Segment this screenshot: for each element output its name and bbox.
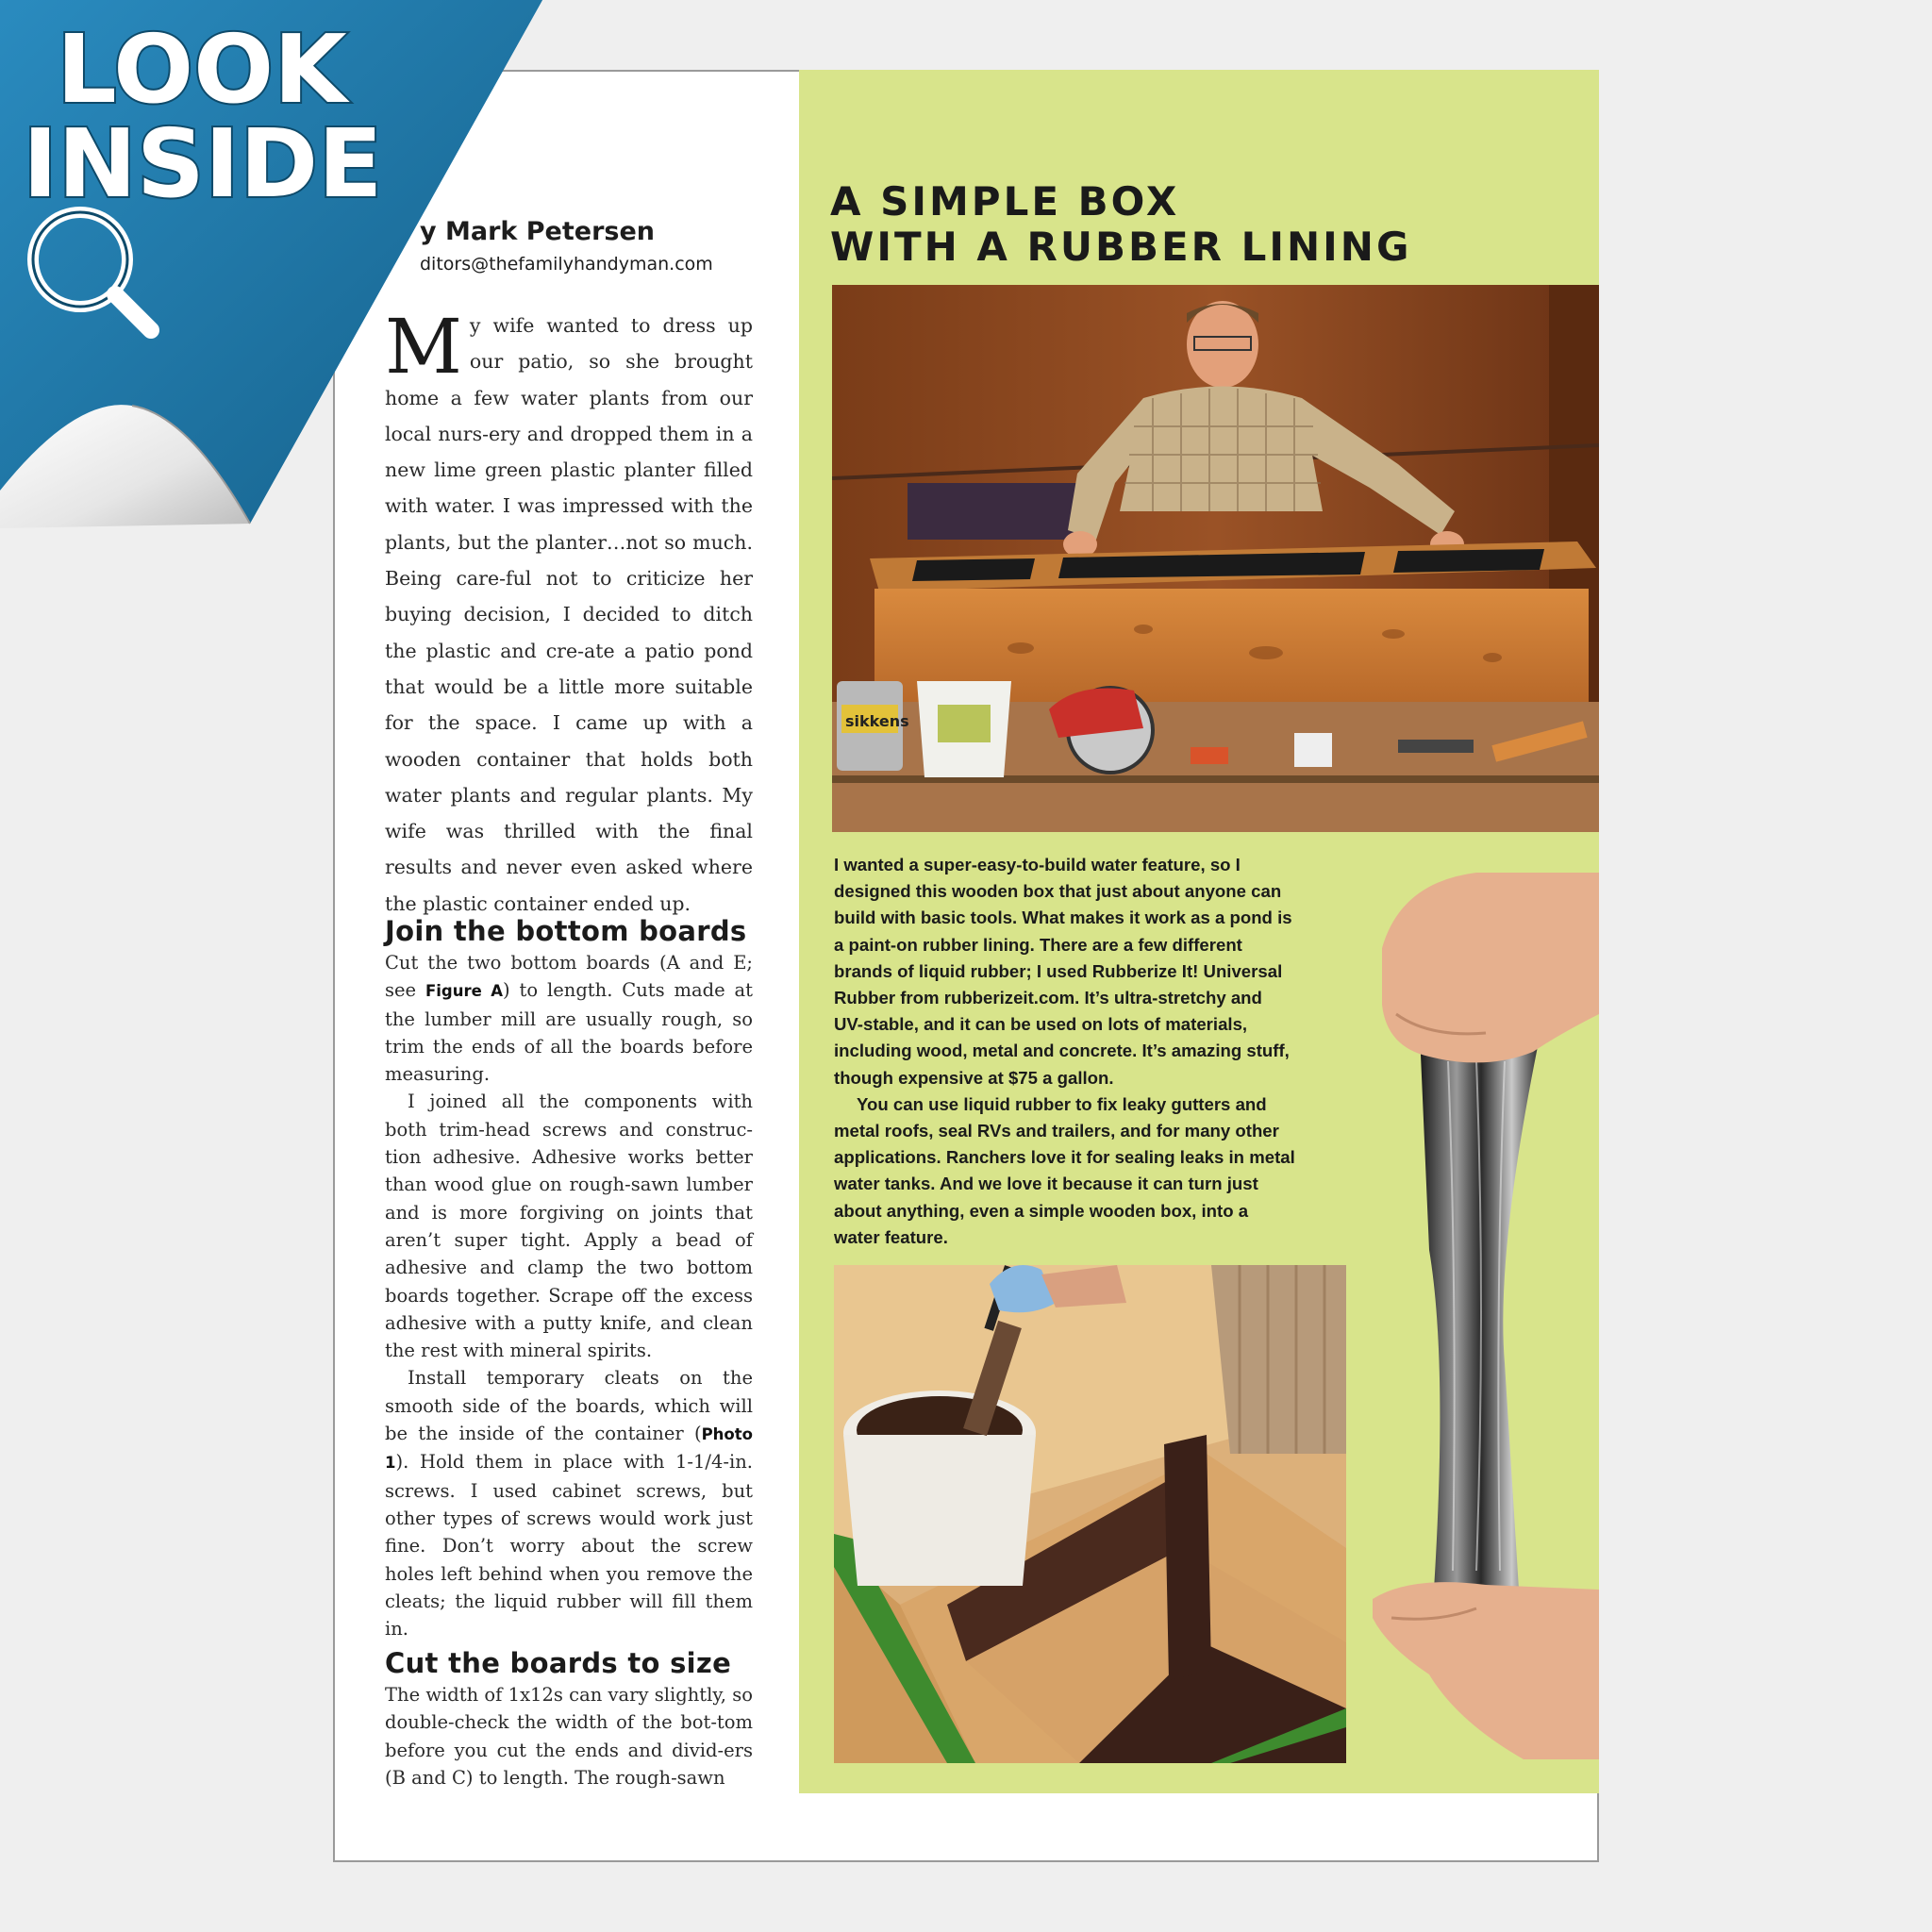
badge-line2: INSIDE xyxy=(23,108,383,219)
section-heading: Join the bottom boards xyxy=(385,915,747,947)
sidebar-caption: I wanted a super-easy-to-build water feature, so I designed this wooden box that just about anyone can build with basic tools. What makes it work as a pond is a paint-on rubber lining. There are a few different brands of liquid rubber; I used Rubberize It! Universal Rubber from rubberizeit.com. It’s ultra-stretchy and UV-stable, and it can be used on lots of materials, including wood, metal and concrete. It’s amazing stuff, though expensive at $75 a gallon. You can use liquid rubber to fix leaky gutters and metal roofs, seal RVs and trailers, and for many other applications. Ranchers love it for sealing leaks in metal water tanks. And we love it because it can turn just about anything, even a simple wooden box, into a water feature. xyxy=(834,855,1295,1247)
sidebar-title: A SIMPLE BOX WITH A RUBBER LINING xyxy=(830,178,1412,270)
figure-reference: Figure A xyxy=(425,982,504,1001)
author-email: ditors@thefamilyhandyman.com xyxy=(420,254,713,275)
section-join-bottom-boards xyxy=(385,915,753,1642)
stretched-rubber-photo xyxy=(1373,873,1599,1759)
paragraph: Cut the two bottom boards (A and E; see Figure A) to length. Cuts made at the lumber mill are usually rough, so trim the ends of all the boards before measuring. xyxy=(385,952,753,1086)
painting-rubber-photo xyxy=(834,1265,1346,1763)
look-inside-badge xyxy=(0,0,547,528)
can-label: sikkens xyxy=(845,712,909,730)
section-cut-boards xyxy=(385,1647,753,1791)
section-body xyxy=(385,949,753,1642)
planter-box-photo xyxy=(832,285,1599,832)
section-heading: Cut the boards to size xyxy=(385,1647,732,1679)
author-name: y Mark Petersen xyxy=(420,217,655,246)
section-body xyxy=(385,1681,753,1791)
paragraph: The width of 1x12s can vary slightly, so double-check the width of the bot-tom before you cut the ends and divid-ers (B and C) to length. The rough-sawn xyxy=(385,1684,753,1789)
photo-reference: Photo 1 xyxy=(385,1425,753,1473)
badge-line1: LOOK xyxy=(57,14,347,125)
paragraph: I joined all the components with both trim-head screws and construc-tion adhesive. Adhesive works better than wood glue on rough-sawn lumber and is more forgiving on joints that aren’t super tight. Apply a bead of adhesive and clamp the two bottom boards together. Scrape off the excess adhesive with a putty knife, and clean the rest with mineral spirits. xyxy=(385,1091,753,1362)
paragraph: Install temporary cleats on the smooth side of the boards, which will be the inside of the container (Photo 1). Hold them in place with 1-1/4-in. screws. I used cabinet screws, but other types of screws would work just fine. Don’t worry about the screw holes left behind when you remove the cleats; the liquid rubber will fill them in. xyxy=(385,1367,753,1641)
intro-text: y wife wanted to dress up our patio, so she brought home a few water plants from our local nurs-ery and dropped them in a new lime green plastic planter filled with water. I was impressed with the plants, but the planter…not so much. Being care-ful not to criticize her buying decision, I decided to ditch the plastic and cre-ate a patio pond that would be a little more suitable for the space. I came up with a wooden container that holds both water plants and regular plants. My wife was thrilled with the final results and never even asked where the plastic container ended up. xyxy=(385,314,753,915)
drop-cap: M xyxy=(385,303,462,391)
